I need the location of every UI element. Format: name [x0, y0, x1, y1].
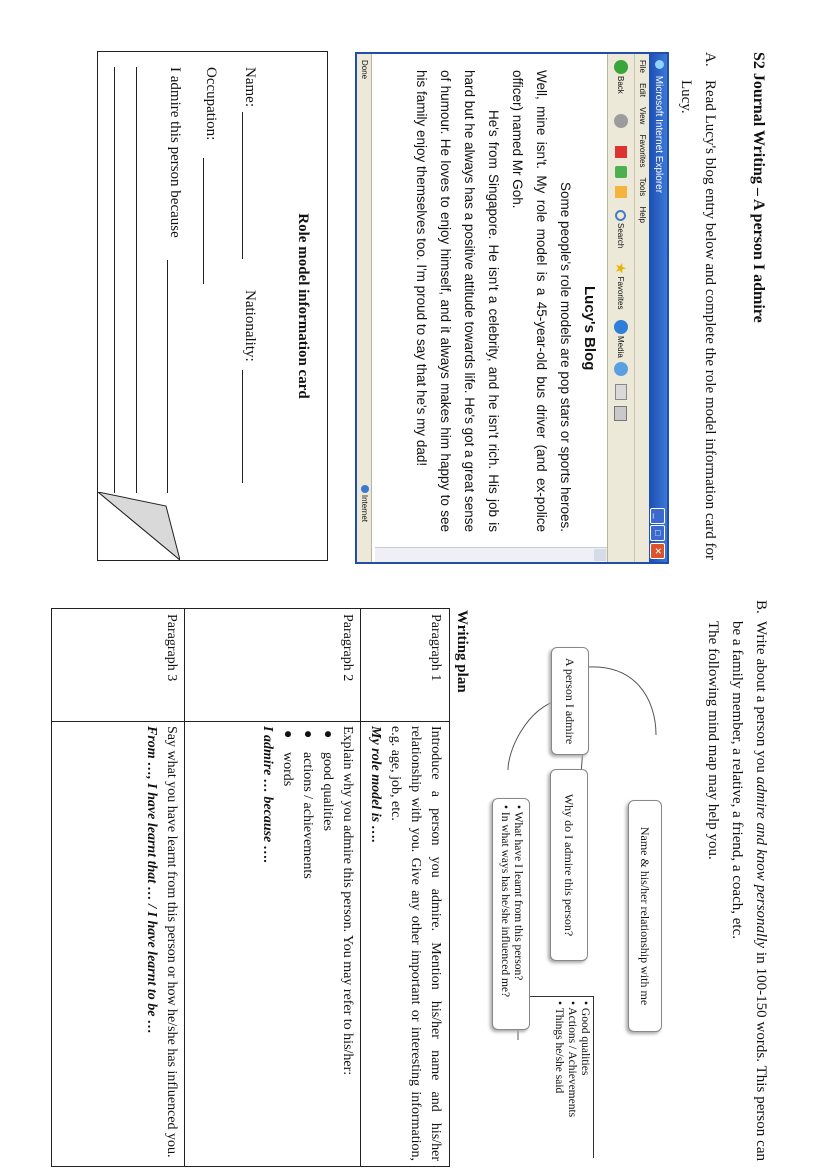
home-button[interactable] — [613, 186, 629, 198]
vertical-scrollbar[interactable] — [375, 547, 607, 562]
row-3-text: Say what you have learnt from this person or how he/she has influenced you. — [164, 726, 179, 1158]
minimize-button[interactable]: _ — [650, 508, 665, 524]
browser-window — [355, 52, 669, 564]
bullet-actions: Actions / Achievements — [566, 1007, 578, 1118]
list-item: ●good qualities — [320, 730, 335, 831]
table-row-2-content — [253, 721, 361, 1166]
row-1-example: My role model is …. — [368, 726, 383, 844]
star-icon: ★ — [613, 262, 630, 275]
bullet-qualities-text: good qualities — [320, 752, 335, 831]
menu-view[interactable]: View — [638, 107, 647, 125]
browser-toolbar — [607, 54, 634, 562]
blog-title: Lucy's Blog — [581, 286, 598, 371]
browser-menubar — [634, 54, 649, 562]
history-icon — [614, 362, 628, 376]
bullet-good-qualities: Good qualities — [579, 1007, 591, 1076]
stop-button[interactable] — [613, 146, 629, 158]
admire-answer-line-3[interactable] — [114, 67, 115, 493]
forward-arrow-icon — [614, 114, 628, 128]
back-label: Back — [616, 76, 626, 94]
internet-zone-status — [357, 485, 371, 522]
menu-file[interactable]: File — [638, 60, 647, 73]
blog-paragraph-2: He's from Singapore. He isn't a celebrity, and he isn't rich. His job is hard but he always has a positive attitude towards life. He's got a great sense of humour. He loves to enjoy himself, and it always makes him happy to see his family enjoy themselves too. I'm proud to say that he's my dad! — [414, 70, 501, 532]
table-row-1-label: Paragraph 1 — [428, 614, 443, 682]
print-button[interactable] — [613, 406, 629, 421]
occupation-label: Occupation: — [203, 67, 219, 141]
back-button[interactable] — [613, 60, 629, 94]
row-2-bullets — [277, 726, 337, 1161]
maximize-button[interactable]: □ — [650, 525, 665, 541]
bullet-influence: In what ways has he/she influenced me? — [499, 811, 511, 998]
menu-help[interactable]: Help — [638, 206, 647, 223]
mindmap-node-learnt — [492, 798, 530, 1030]
search-icon — [616, 210, 627, 221]
bullet-item: • What have I learnt from this person? — [512, 805, 524, 981]
writing-plan-table — [51, 608, 450, 1167]
media-icon — [614, 320, 628, 334]
row-3-example: From …, I have learnt that … / I have learnt to be … — [144, 726, 159, 1035]
mindmap-node-why: Why do I admire this person? — [550, 769, 588, 961]
favorites-button[interactable] — [613, 262, 629, 309]
menu-tools[interactable]: Tools — [638, 177, 647, 197]
scroll-up-arrow-icon[interactable] — [594, 549, 606, 561]
search-button[interactable] — [613, 210, 629, 248]
row-1-text: Introduce a person you admire. Mention his/her name and his/her relationship with you. Give any other important or interesting information, e.g. age, job, etc. — [388, 726, 443, 1161]
browser-statusbar — [357, 54, 372, 562]
page-title: S2 Journal Writing – A person I admire — [750, 52, 767, 323]
media-button[interactable] — [613, 320, 629, 358]
role-model-card — [97, 51, 328, 561]
mindmap-node-name: Name & his/her relationship with me — [628, 800, 662, 1032]
stop-icon — [615, 146, 627, 158]
table-row-3-label: Paragraph 3 — [164, 614, 179, 682]
folded-corner — [98, 492, 180, 560]
bullet-words-text: words — [280, 752, 295, 787]
menu-favorites[interactable]: Favorites — [638, 134, 647, 168]
back-arrow-icon — [614, 60, 628, 74]
mindmap-center-node: A person I admire — [551, 647, 589, 755]
section-b-instruction — [701, 600, 773, 1161]
mindmap-why-bullets — [530, 996, 594, 1158]
mail-button[interactable] — [613, 384, 629, 400]
bullet-item: • Things he/she said — [553, 1001, 565, 1094]
name-label: Name: — [242, 67, 258, 107]
admire-answer-line-1[interactable] — [167, 260, 168, 493]
admire-answer-line-2[interactable] — [136, 67, 137, 493]
section-b-text-part-2: in 100-150 words. This person can be a family member, a relative, a friend, a coach, etc. — [729, 621, 769, 1161]
name-answer-line[interactable] — [242, 112, 243, 259]
list-item: ●actions / achievements — [300, 730, 315, 879]
card-title: Role model information card — [295, 213, 311, 399]
mail-icon — [615, 384, 627, 400]
status-done: Done — [360, 60, 369, 80]
globe-icon — [361, 485, 369, 493]
history-button[interactable] — [613, 362, 629, 376]
occupation-answer-line[interactable] — [203, 158, 204, 284]
status-zone-label: Internet — [360, 494, 369, 522]
section-a-letter: A. — [702, 52, 718, 67]
print-icon — [615, 406, 628, 421]
ie-logo-icon — [655, 60, 664, 69]
section-b-text — [725, 621, 773, 1161]
row-2-text: Explain why you admire this person. You may refer to his/her: — [340, 726, 355, 1076]
bullet-item: • In what ways has he/she influenced me? — [499, 805, 511, 998]
nationality-answer-line[interactable] — [242, 370, 243, 483]
media-label: Media — [616, 336, 626, 358]
browser-titlebar — [649, 54, 667, 562]
nationality-label: Nationality: — [242, 290, 258, 362]
bullet-actions-text: actions / achievements — [300, 752, 315, 879]
section-b-emphasis: admire and know personally — [753, 776, 769, 949]
mindmap-intro: The following mind map may help you. — [705, 621, 721, 860]
bullet-item: • Actions / Achievements — [566, 1001, 578, 1118]
close-button[interactable]: ✕ — [650, 543, 665, 559]
section-b-text-part-1: Write about a person you — [753, 621, 769, 777]
blog-content — [375, 54, 607, 546]
bullet-things-said: Things he/she said — [553, 1007, 565, 1094]
bullet-item: • Good qualities — [579, 1001, 591, 1076]
table-row-3-content — [137, 721, 185, 1166]
search-label: Search — [616, 223, 626, 249]
favorites-label: Favorites — [616, 276, 626, 310]
forward-button[interactable] — [613, 114, 629, 128]
bullet-what-learnt: What have I learnt from this person? — [512, 811, 524, 981]
browser-window-title: Microsoft Internet Explorer — [653, 75, 664, 194]
home-icon — [615, 186, 627, 198]
section-a-text: Read Lucy's blog entry below and complete the role model information card for Lucy. — [678, 80, 718, 560]
admire-label: I admire this person because — [167, 67, 183, 238]
list-item: ●words — [280, 730, 295, 787]
section-a-instruction — [674, 52, 722, 560]
table-row-1-content — [361, 721, 449, 1166]
writing-plan-title: Writing plan — [454, 610, 470, 693]
row-2-example: I admire … because …. — [260, 726, 275, 864]
refresh-button[interactable] — [613, 166, 629, 178]
menu-edit[interactable]: Edit — [638, 83, 647, 97]
table-row-2-label: Paragraph 2 — [340, 614, 355, 682]
blog-paragraph-1: Some people's role models are pop stars or sports heroes. Well, mine isn't. My role model is a 45-year-old bus driver (and ex-police officer) named Mr Goh. — [510, 70, 573, 533]
refresh-icon — [615, 166, 627, 178]
section-b-letter: B. — [753, 600, 769, 614]
